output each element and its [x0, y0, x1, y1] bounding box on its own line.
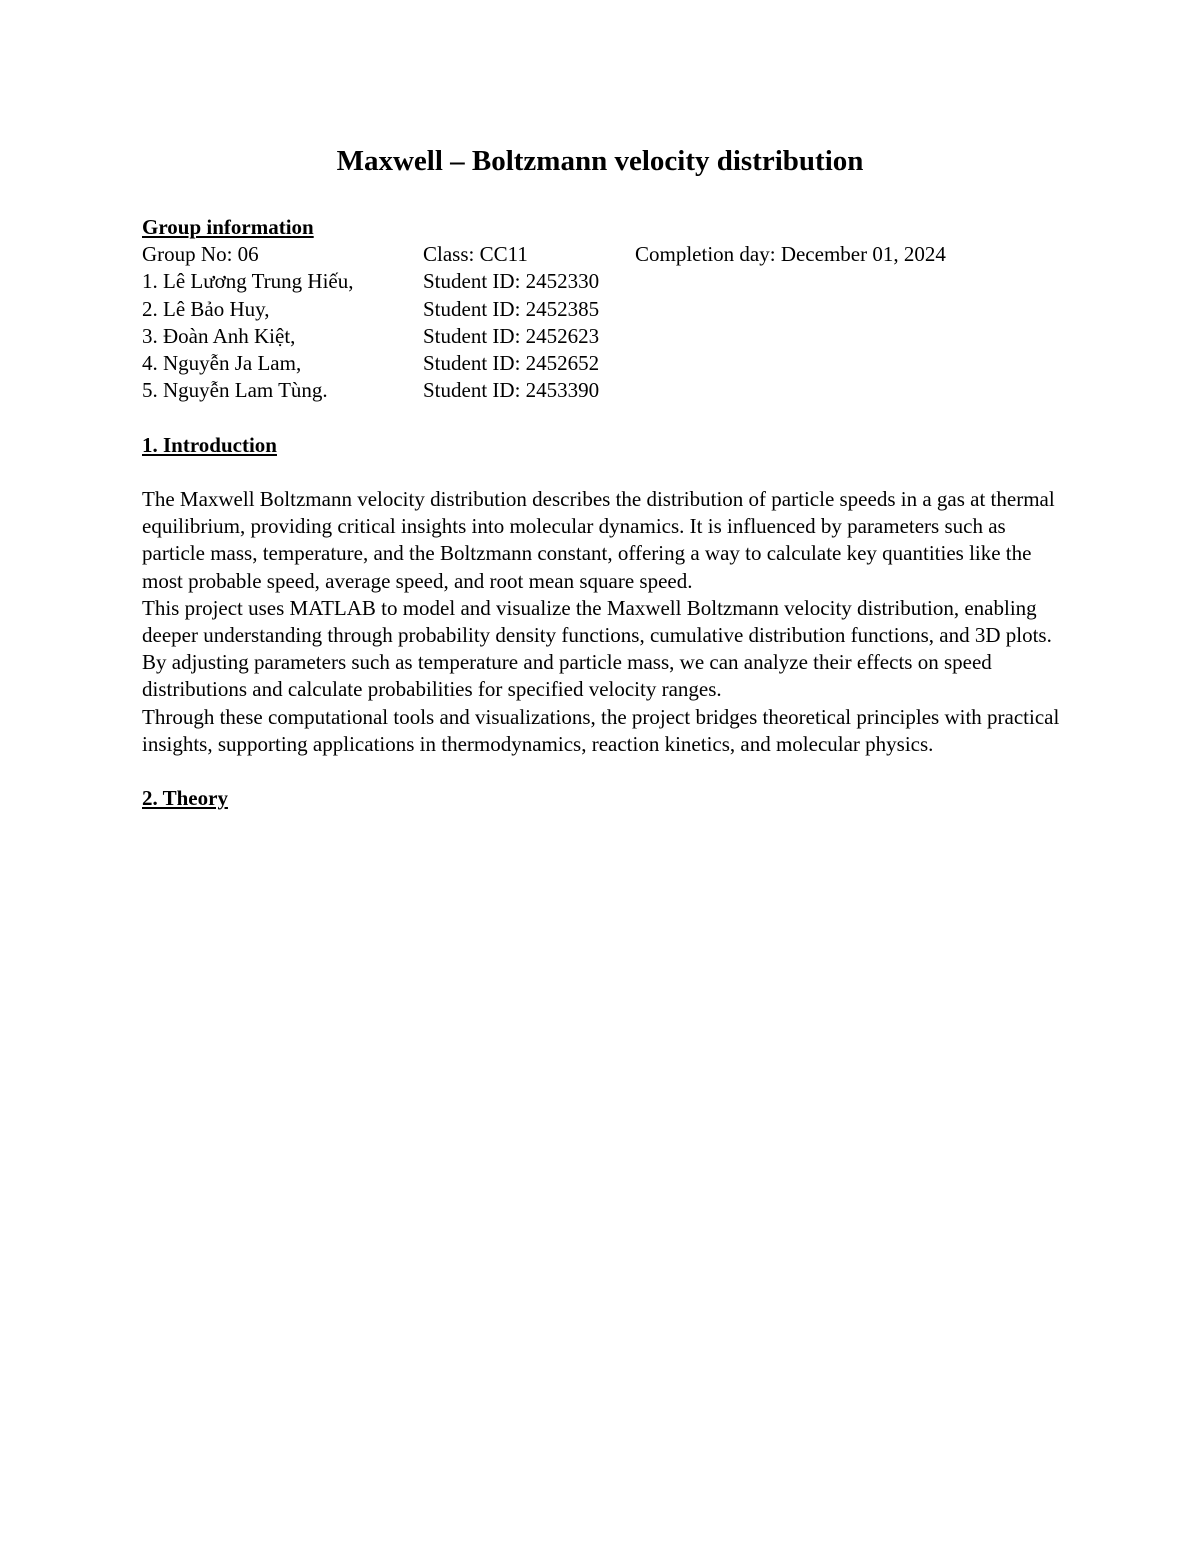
class-label: Class: CC11	[423, 242, 528, 267]
introduction-paragraph: Through these computational tools and visualizations, the project bridges theoretical principles with practical insights, supporting applications in thermodynamics, reaction kinetics, and molecular physics.	[142, 704, 1060, 756]
member-row	[142, 268, 1062, 295]
document-title: Maxwell – Boltzmann velocity distribution	[336, 145, 864, 177]
member-name: 3. Đoàn Anh Kiệt,	[142, 323, 296, 348]
member-row	[142, 323, 1062, 350]
theory-heading: 2. Theory	[142, 786, 228, 811]
group-info-row	[142, 241, 1062, 268]
member-name: 2. Lê Bảo Huy,	[142, 296, 270, 321]
member-student-id: Student ID: 2452623	[423, 323, 600, 348]
spacer	[142, 758, 1062, 785]
completion-day: Completion day: December 01, 2024	[635, 242, 946, 267]
member-row	[142, 350, 1062, 377]
member-name: 1. Lê Lương Trung Hiếu,	[142, 269, 354, 294]
member-row	[142, 377, 1062, 404]
group-number: Group No: 06	[142, 242, 259, 267]
member-student-id: Student ID: 2452652	[423, 350, 600, 375]
spacer	[142, 459, 1062, 486]
member-row	[142, 296, 1062, 323]
document-body	[142, 214, 1062, 812]
member-student-id: Student ID: 2452330	[423, 269, 600, 294]
introduction-paragraph: The Maxwell Boltzmann velocity distribution describes the distribution of particle speeds in a gas at thermal equilibrium, providing critical insights into molecular dynamics. It is influenced by parameters such as particle mass, temperature, and the Boltzmann constant, offering a way to calculate key quantities like the most probable speed, average speed, and root mean square speed.	[142, 486, 1055, 593]
spacer	[142, 404, 1062, 431]
member-name: 5. Nguyễn Lam Tùng.	[142, 378, 328, 403]
member-student-id: Student ID: 2452385	[423, 296, 600, 321]
member-name: 4. Nguyễn Ja Lam,	[142, 350, 302, 375]
introduction-paragraph: This project uses MATLAB to model and visualize the Maxwell Boltzmann velocity distribution, enabling deeper understanding through probability density functions, cumulative distribution functions, and 3D plots. By adjusting parameters such as temperature and particle mass, we can analyze their effects on speed distributions and calculate probabilities for specified velocity ranges.	[142, 595, 1052, 702]
member-student-id: Student ID: 2453390	[423, 378, 600, 403]
group-info-heading: Group information	[142, 215, 314, 239]
introduction-heading: 1. Introduction	[142, 432, 277, 457]
